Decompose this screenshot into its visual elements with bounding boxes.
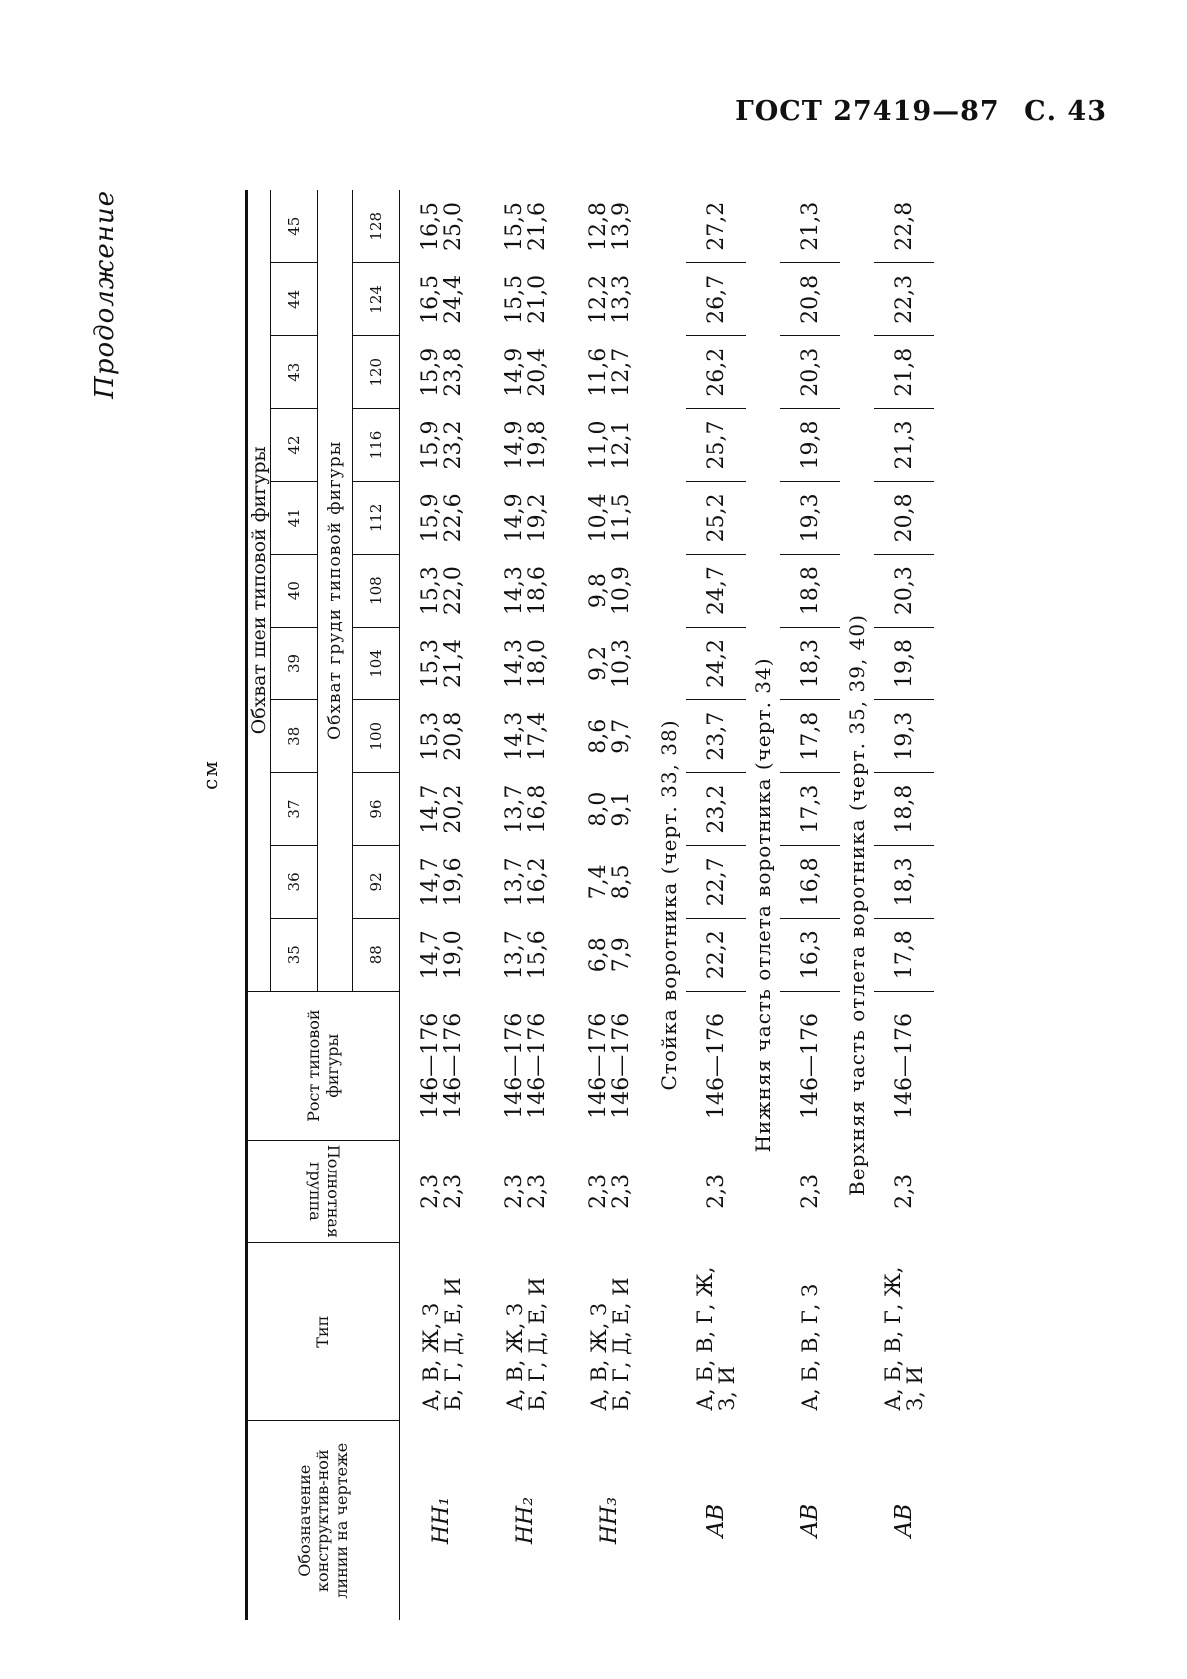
height-cell: 146—176 [797,1012,823,1119]
height-header: Рост типовой фигуры [247,991,400,1140]
fullness-cell-line: 2,3 [501,1173,527,1209]
table-row [686,190,746,1620]
value-line: 14,3 [501,711,527,761]
value-line: 19,2 [525,493,550,543]
chest-size-header: 104 [353,627,400,700]
value-line: 16,8 [525,784,550,834]
value-line: 17,4 [525,711,550,761]
value-line: 14,7 [417,784,443,834]
fullness-cell-line: 2,3 [441,1173,466,1209]
chest-size-header: 116 [353,409,400,482]
chest-size-header: 128 [353,190,400,263]
height-cell [568,991,652,1140]
value-line: 14,3 [501,566,527,616]
designation-cell: HH₃ [597,1496,623,1545]
units-label: см [198,759,222,790]
neck-size-header: 41 [271,481,318,554]
value-line: 9,1 [609,791,634,827]
value-line: 7,9 [609,937,634,973]
value-line: 7,4 [585,864,611,900]
designation-cell: HH₂ [513,1496,539,1545]
value-line: 19,6 [441,857,466,907]
section-title: Стойка воротника (черт. 33, 38) [657,719,681,1091]
value-line: 12,7 [609,347,634,397]
value-cell [568,845,652,918]
designation-cell: AB [797,1503,823,1538]
neck-group-header: Обхват шеи типовой фигуры [247,190,271,991]
value-cell: 24,2 [686,627,746,700]
type-cell [484,1242,568,1420]
section-title-row [840,190,874,1620]
value-cell [568,336,652,409]
height-cell-line: 146—176 [609,1012,634,1119]
type-cell-line: Б, Г, Д, Е, И [609,1277,633,1411]
value-cell [400,263,485,336]
height-cell-line: 146—176 [441,1012,466,1119]
value-line: 23,2 [441,420,466,470]
value-cell: 19,8 [780,409,840,482]
fullness-cell [484,1140,568,1242]
chest-size-header: 100 [353,700,400,773]
value-line: 11,5 [609,493,634,543]
chest-size-header: 96 [353,773,400,846]
type-cell-line: Б, Г, Д, Е, И [525,1277,549,1411]
height-cell-line: 146—176 [525,1012,550,1119]
value-cell [484,554,568,627]
neck-size-header: 42 [271,409,318,482]
value-line: 8,5 [609,864,634,900]
neck-size-header: 38 [271,700,318,773]
type-cell [568,1242,652,1420]
height-cell: 146—176 [703,1012,729,1119]
value-line: 16,2 [525,857,550,907]
value-cell: 17,8 [874,918,934,991]
value-line: 19,0 [441,930,466,980]
value-line: 14,9 [501,420,527,470]
value-line: 22,6 [441,493,466,543]
fullness-cell: 2,3 [797,1173,823,1209]
value-cell: 23,7 [686,700,746,773]
neck-size-header: 36 [271,845,318,918]
value-line: 8,0 [585,791,611,827]
type-cell [400,1242,485,1420]
value-cell: 22,3 [874,263,934,336]
value-cell: 21,8 [874,336,934,409]
value-cell [568,627,652,700]
value-cell: 26,7 [686,263,746,336]
fullness-cell: 2,3 [703,1173,729,1209]
value-line: 21,4 [441,638,466,688]
value-line: 15,5 [501,202,527,251]
value-cell: 21,3 [780,190,840,263]
fullness-header [247,1140,400,1242]
value-line: 6,8 [585,937,611,973]
height-cell [484,991,568,1140]
value-line: 16,5 [417,202,443,251]
fullness-cell [400,1140,485,1242]
value-line: 12,1 [609,420,634,470]
neck-size-header: 39 [271,627,318,700]
neck-size-header: 35 [271,918,318,991]
value-cell [400,336,485,409]
value-cell: 21,3 [874,409,934,482]
value-cell: 27,2 [686,190,746,263]
value-line: 14,7 [417,930,443,980]
value-line: 20,2 [441,784,466,834]
value-line: 11,0 [585,420,611,470]
table-row [484,190,568,1620]
height-cell-line: 146—176 [501,1012,527,1119]
value-line: 9,8 [585,573,611,609]
value-cell: 18,3 [780,627,840,700]
value-line: 10,4 [585,493,611,543]
value-line: 20,8 [441,711,466,761]
value-cell: 20,3 [874,554,934,627]
value-cell: 16,8 [780,845,840,918]
chest-size-header: 112 [353,481,400,554]
type-cell-line: А, В, Ж, З [418,1302,443,1411]
height-cell-line: 146—176 [417,1012,443,1119]
value-cell: 22,8 [874,190,934,263]
value-line: 13,7 [501,930,527,980]
value-line: 15,9 [417,420,443,470]
section-title-row [746,190,780,1620]
measurements-table [245,190,934,1620]
fullness-cell [568,1140,652,1242]
value-line: 15,5 [501,274,527,324]
value-cell [484,336,568,409]
value-cell [484,190,568,263]
value-cell [568,481,652,554]
value-line: 13,7 [501,857,527,907]
value-cell: 17,8 [780,700,840,773]
value-cell [484,627,568,700]
designation-cell: AB [891,1503,917,1538]
value-cell: 18,8 [874,773,934,846]
value-line: 15,3 [417,638,443,688]
type-cell: А, Б, В, Г, З [797,1283,822,1411]
value-line: 15,9 [417,347,443,397]
chest-size-header: 120 [353,336,400,409]
value-line: 16,5 [417,274,443,324]
rotated-table-area [80,160,1120,1620]
value-cell: 25,7 [686,409,746,482]
neck-size-header: 40 [271,554,318,627]
value-cell [484,263,568,336]
value-cell [400,773,485,846]
value-cell [400,627,485,700]
value-line: 21,6 [525,202,550,251]
value-line: 24,4 [441,274,466,324]
value-cell [568,918,652,991]
value-cell [400,481,485,554]
value-line: 14,3 [501,638,527,688]
value-cell: 24,7 [686,554,746,627]
value-line: 15,9 [417,493,443,543]
value-line: 9,2 [585,645,611,681]
value-cell: 25,2 [686,481,746,554]
value-cell [484,918,568,991]
value-cell: 23,2 [686,773,746,846]
value-cell: 18,3 [874,845,934,918]
value-line: 12,2 [585,274,611,324]
designation-header: Обозначение конструктив-ной линии на чертеже [247,1421,400,1620]
value-line: 13,7 [501,784,527,834]
fullness-cell-line: 2,3 [417,1173,443,1209]
page-number: С. 43 [1024,96,1107,127]
value-line: 9,7 [609,718,634,754]
value-line: 21,0 [525,274,550,324]
type-cell-line: Б, Г, Д, Е, И [441,1277,465,1411]
value-cell [400,918,485,991]
value-cell: 19,3 [780,481,840,554]
chest-size-header: 88 [353,918,400,991]
value-line: 12,8 [585,202,611,251]
section-title-row [652,190,686,1620]
value-cell [484,700,568,773]
value-cell: 26,2 [686,336,746,409]
type-cell: А, Б, В, Г, Ж, З, И [880,1266,927,1411]
value-cell [484,481,568,554]
value-cell: 20,3 [780,336,840,409]
value-line: 15,6 [525,930,550,980]
chest-size-header: 124 [353,263,400,336]
table-row [400,190,485,1620]
type-cell-line: А, В, Ж, З [502,1302,527,1411]
value-line: 13,9 [609,202,634,251]
table-row [568,190,652,1620]
value-cell [568,773,652,846]
value-line: 15,3 [417,566,443,616]
value-cell: 20,8 [874,481,934,554]
value-cell [484,409,568,482]
height-cell: 146—176 [891,1012,917,1119]
fullness-cell: 2,3 [891,1173,917,1209]
value-line: 18,6 [525,566,550,616]
chest-group-header: Обхват груди типовой фигуры [318,190,353,991]
value-cell [400,845,485,918]
neck-size-header: 45 [271,190,318,263]
height-cell-line: 146—176 [585,1012,611,1119]
value-cell [568,409,652,482]
value-cell [400,554,485,627]
fullness-header-text: Полнотная группа [305,1144,343,1238]
fullness-cell-line: 2,3 [585,1173,611,1209]
value-line: 14,9 [501,493,527,543]
chest-size-header: 108 [353,554,400,627]
value-line: 13,3 [609,274,634,324]
value-cell [484,773,568,846]
page-header [721,96,1107,127]
value-line: 22,0 [441,566,466,616]
value-line: 15,3 [417,711,443,761]
gost-number: ГОСТ 27419—87 [735,96,1000,127]
fullness-cell-line: 2,3 [525,1173,550,1209]
value-cell [400,409,485,482]
section-title: Нижняя часть отлета воротника (черт. 34) [751,657,775,1153]
value-cell [568,554,652,627]
value-line: 8,6 [585,718,611,754]
section-title: Верхняя часть отлета воротника (черт. 35, 39, 40) [845,614,869,1196]
table-row [874,190,934,1620]
value-cell: 19,8 [874,627,934,700]
designation-cell: AB [703,1503,729,1538]
value-cell: 17,3 [780,773,840,846]
value-line: 10,9 [609,566,634,616]
designation-cell: HH₁ [429,1496,455,1545]
type-cell-line: А, В, Ж, З [586,1302,611,1411]
type-cell: А, Б, В, Г, Ж, З, И [692,1266,739,1411]
value-line: 18,0 [525,638,550,688]
value-line: 23,8 [441,347,466,397]
value-line: 19,8 [525,420,550,470]
value-cell: 19,3 [874,700,934,773]
height-cell [400,991,485,1140]
value-cell: 18,8 [780,554,840,627]
type-header: Тип [247,1242,400,1420]
value-line: 25,0 [441,202,466,251]
value-cell [400,190,485,263]
value-cell: 20,8 [780,263,840,336]
value-cell [484,845,568,918]
chest-size-header: 92 [353,845,400,918]
value-line: 20,4 [525,347,550,397]
value-cell [568,190,652,263]
value-line: 14,7 [417,857,443,907]
value-cell [400,700,485,773]
value-cell [568,263,652,336]
neck-size-header: 43 [271,336,318,409]
neck-size-header: 44 [271,263,318,336]
value-line: 11,6 [585,347,611,397]
table-row [780,190,840,1620]
value-cell: 22,2 [686,918,746,991]
value-line: 14,9 [501,347,527,397]
fullness-cell-line: 2,3 [609,1173,634,1209]
value-line: 10,3 [609,638,634,688]
neck-size-header: 37 [271,773,318,846]
value-cell: 22,7 [686,845,746,918]
value-cell: 16,3 [780,918,840,991]
continuation-label: Продолжение [90,190,120,399]
value-cell [568,700,652,773]
